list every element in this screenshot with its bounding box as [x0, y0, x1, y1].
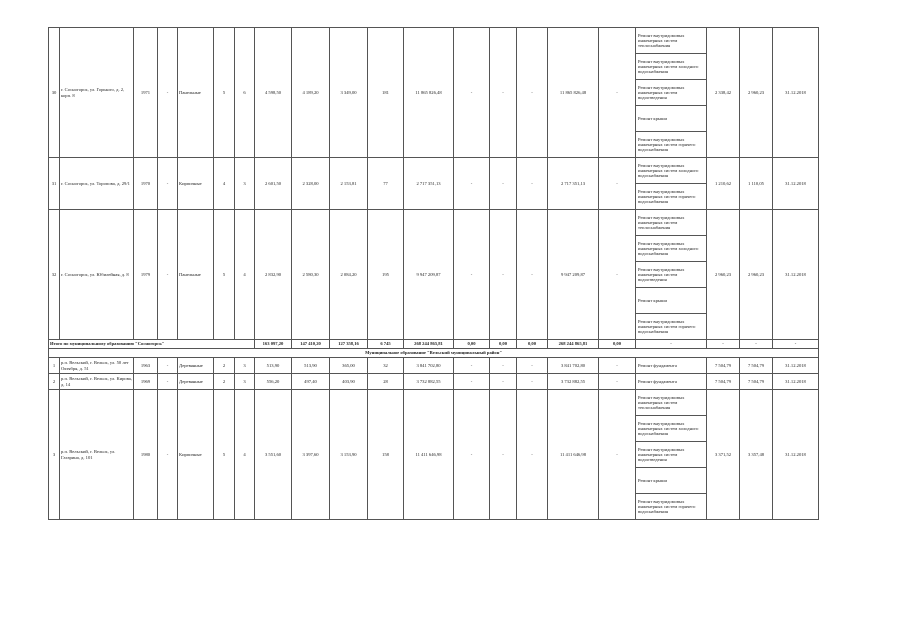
work-type-cell: Ремонт внутридомовых инженерных систем водоотведения [636, 80, 707, 106]
residents-cell: 77 [368, 158, 404, 210]
fund-amount-cell: - [454, 358, 490, 374]
build-year-cell: 1969 [134, 374, 158, 390]
wall-material-cell: Панельные [178, 210, 214, 340]
fund-amount-cell: - [454, 28, 490, 158]
reconstruction-year-cell: - [158, 390, 178, 520]
unit-cost-cell: 7 504,79 [707, 358, 740, 374]
owners-amount-cell: 3 732 882,55 [548, 374, 599, 390]
area-total-cell: 3 551,60 [255, 390, 292, 520]
work-type-cell: Ремонт внутридомовых инженерных систем горячего водоснабжения [636, 314, 707, 340]
area-residential-cell: 403,90 [330, 374, 368, 390]
wall-material-cell: Деревянные [178, 374, 214, 390]
area-living-cell: 497,40 [292, 374, 330, 390]
other-amount-cell: - [599, 390, 636, 520]
build-year-cell: 1963 [134, 358, 158, 374]
residents-cell: 158 [368, 390, 404, 520]
floors-cell: 5 [214, 390, 235, 520]
reconstruction-year-cell: - [158, 374, 178, 390]
build-year-cell: 1980 [134, 390, 158, 520]
entrances-cell: 3 [235, 358, 255, 374]
work-type-cell: Ремонт внутридомовых инженерных систем горячего водоснабжения [636, 494, 707, 520]
address-cell: г. Сосногорск, ул. Юбилейная, д. 8 [60, 210, 134, 340]
reconstruction-year-cell: - [158, 210, 178, 340]
cost-total-cell: 3 841 702,80 [404, 358, 454, 374]
total-unit-cost-cell: - [707, 340, 740, 349]
floors-cell: 5 [214, 210, 235, 340]
reconstruction-year-cell: - [158, 158, 178, 210]
entrances-cell: 3 [235, 158, 255, 210]
fund-amount-cell: - [454, 374, 490, 390]
total-other-cell: 0,00 [599, 340, 636, 349]
budget-local-cell: - [517, 390, 548, 520]
area-total-cell: 556,20 [255, 374, 292, 390]
other-amount-cell: - [599, 158, 636, 210]
unit-cost-cell: 3 371,52 [707, 390, 740, 520]
area-total-cell: 4 598,50 [255, 28, 292, 158]
total-max-cost-cell: - [740, 340, 773, 349]
total-fund-cell: 0,00 [454, 340, 490, 349]
row-number-cell: 30 [49, 28, 60, 158]
cost-total-cell: 3 732 882,55 [404, 374, 454, 390]
budget-region-cell: - [490, 158, 517, 210]
max-unit-cost-cell: 7 504,79 [740, 358, 773, 374]
cost-total-cell: 9 947 209,87 [404, 210, 454, 340]
table-row [49, 358, 819, 374]
entrances-cell: 6 [235, 28, 255, 158]
table-row [49, 158, 819, 184]
address-cell: р.п. Вельский, г. Вельск, ул. Кирова, д. 14 [60, 374, 134, 390]
work-type-cell: Ремонт внутридомовых инженерных систем горячего водоснабжения [636, 184, 707, 210]
address-cell: г. Сосногорск, ул. Горького, д. 2, корп. 8 [60, 28, 134, 158]
total-area-total-cell: 163 097,20 [255, 340, 292, 349]
budget-region-cell: - [490, 374, 517, 390]
reconstruction-year-cell: - [158, 28, 178, 158]
other-amount-cell: - [599, 374, 636, 390]
deadline-cell: 31.12.2018 [773, 374, 819, 390]
cost-total-cell: 11 411 646,98 [404, 390, 454, 520]
total-label: Итого по муниципальному образованию "Сосногорск" [49, 340, 255, 349]
owners-amount-cell: 11 865 826,48 [548, 28, 599, 158]
total-residents-cell: 6 745 [368, 340, 404, 349]
entrances-cell: 4 [235, 390, 255, 520]
total-budget-rk-cell: 0,00 [490, 340, 517, 349]
table-row [49, 390, 819, 416]
total-cost-total-cell: 268 244 865,81 [404, 340, 454, 349]
area-residential-cell: 2 153,81 [330, 158, 368, 210]
deadline-cell: 31.12.2018 [773, 158, 819, 210]
row-number-cell: 32 [49, 210, 60, 340]
table-row [49, 210, 819, 236]
max-unit-cost-cell: 3 357,48 [740, 390, 773, 520]
fund-amount-cell: - [454, 210, 490, 340]
municipality-title: Муниципальное образование "Вельский муниципальный район" [49, 349, 819, 358]
max-unit-cost-cell: 2 960,23 [740, 210, 773, 340]
work-type-cell: Ремонт крыши [636, 468, 707, 494]
wall-material-cell: Кирпичные [178, 158, 214, 210]
table-row [49, 374, 819, 390]
total-deadline-cell: - [773, 340, 819, 349]
total-area-living-cell: 147 410,20 [292, 340, 330, 349]
total-area-residential-cell: 127 358,16 [330, 340, 368, 349]
owners-amount-cell: 11 411 646,98 [548, 390, 599, 520]
wall-material-cell: Кирпичные [178, 390, 214, 520]
residents-cell: 32 [368, 358, 404, 374]
budget-region-cell: - [490, 28, 517, 158]
address-cell: р.п. Вельский, г. Вельск, ул. Гагарина, д. 101 [60, 390, 134, 520]
row-number-cell: 2 [49, 374, 60, 390]
owners-amount-cell: 2 717 351,13 [548, 158, 599, 210]
work-type-cell: Ремонт внутридомовых инженерных систем горячего водоснабжения [636, 132, 707, 158]
work-type-cell: Ремонт крыши [636, 106, 707, 132]
area-residential-cell: 3 349,00 [330, 28, 368, 158]
total-works-cell: - [636, 340, 707, 349]
budget-region-cell: - [490, 358, 517, 374]
total-row [49, 340, 819, 349]
municipality-row [49, 349, 819, 358]
other-amount-cell: - [599, 358, 636, 374]
area-residential-cell: 365,00 [330, 358, 368, 374]
area-total-cell: 2 832,90 [255, 210, 292, 340]
area-residential-cell: 2 084,20 [330, 210, 368, 340]
row-number-cell: 1 [49, 358, 60, 374]
deadline-cell: 31.12.2018 [773, 358, 819, 374]
total-budget-local-cell: 0,00 [517, 340, 548, 349]
wall-material-cell: Деревянные [178, 358, 214, 374]
budget-region-cell: - [490, 210, 517, 340]
deadline-cell: 31.12.2018 [773, 210, 819, 340]
work-type-cell: Ремонт внутридомовых инженерных систем холодного водоснабжения [636, 416, 707, 442]
residents-cell: 195 [368, 210, 404, 340]
table-row [49, 28, 819, 54]
residents-cell: 181 [368, 28, 404, 158]
area-residential-cell: 3 153,90 [330, 390, 368, 520]
budget-region-cell: - [490, 390, 517, 520]
work-type-cell: Ремонт внутридомовых инженерных систем теплоснабжения [636, 28, 707, 54]
budget-local-cell: - [517, 158, 548, 210]
total-owners-cell: 268 244 865,81 [548, 340, 599, 349]
budget-local-cell: - [517, 374, 548, 390]
floors-cell: 2 [214, 374, 235, 390]
area-living-cell: 3 397,60 [292, 390, 330, 520]
area-living-cell: 2 580,30 [292, 210, 330, 340]
area-total-cell: 513,90 [255, 358, 292, 374]
fund-amount-cell: - [454, 390, 490, 520]
budget-local-cell: - [517, 358, 548, 374]
build-year-cell: 1979 [134, 210, 158, 340]
other-amount-cell: - [599, 210, 636, 340]
cost-total-cell: 2 717 351,13 [404, 158, 454, 210]
work-type-cell: Ремонт внутридомовых инженерных систем водоотведения [636, 262, 707, 288]
unit-cost-cell: 2 960,23 [707, 210, 740, 340]
row-number-cell: 3 [49, 390, 60, 520]
build-year-cell: 1971 [134, 28, 158, 158]
floors-cell: 2 [214, 358, 235, 374]
work-type-cell: Ремонт внутридомовых инженерных систем теплоснабжения [636, 390, 707, 416]
work-type-cell: Ремонт внутридомовых инженерных систем холодного водоснабжения [636, 54, 707, 80]
budget-local-cell: - [517, 28, 548, 158]
work-type-cell: Ремонт внутридомовых инженерных систем холодного водоснабжения [636, 236, 707, 262]
unit-cost-cell: 7 504,79 [707, 374, 740, 390]
address-cell: р.п. Вельский, г. Вельск, ул. 50 лет Октября, д. 51 [60, 358, 134, 374]
deadline-cell: 31.12.2018 [773, 390, 819, 520]
work-type-cell: Ремонт внутридомовых инженерных систем холодного водоснабжения [636, 158, 707, 184]
floors-cell: 4 [214, 158, 235, 210]
work-type-cell: Ремонт крыши [636, 288, 707, 314]
deadline-cell: 31.12.2018 [773, 28, 819, 158]
capital-repair-table [48, 27, 819, 520]
owners-amount-cell: 3 841 702,80 [548, 358, 599, 374]
area-living-cell: 513,90 [292, 358, 330, 374]
work-type-cell: Ремонт внутридомовых инженерных систем водоотведения [636, 442, 707, 468]
address-cell: г. Сосногорск, ул. Торопова, д. 29/1 [60, 158, 134, 210]
wall-material-cell: Панельные [178, 28, 214, 158]
max-unit-cost-cell: 2 960,23 [740, 28, 773, 158]
area-total-cell: 2 601,50 [255, 158, 292, 210]
build-year-cell: 1970 [134, 158, 158, 210]
area-living-cell: 2 328,00 [292, 158, 330, 210]
unit-cost-cell: 1 210,62 [707, 158, 740, 210]
work-type-cell: Ремонт фундамента [636, 358, 707, 374]
floors-cell: 5 [214, 28, 235, 158]
work-type-cell: Ремонт внутридомовых инженерных систем теплоснабжения [636, 210, 707, 236]
fund-amount-cell: - [454, 158, 490, 210]
area-living-cell: 4 189,20 [292, 28, 330, 158]
entrances-cell: 3 [235, 374, 255, 390]
reconstruction-year-cell: - [158, 358, 178, 374]
owners-amount-cell: 9 947 209,87 [548, 210, 599, 340]
row-number-cell: 31 [49, 158, 60, 210]
max-unit-cost-cell: 7 504,79 [740, 374, 773, 390]
unit-cost-cell: 2 338,42 [707, 28, 740, 158]
work-type-cell: Ремонт фундамента [636, 374, 707, 390]
residents-cell: 28 [368, 374, 404, 390]
other-amount-cell: - [599, 28, 636, 158]
max-unit-cost-cell: 1 110,05 [740, 158, 773, 210]
budget-local-cell: - [517, 210, 548, 340]
entrances-cell: 4 [235, 210, 255, 340]
cost-total-cell: 11 865 826,48 [404, 28, 454, 158]
